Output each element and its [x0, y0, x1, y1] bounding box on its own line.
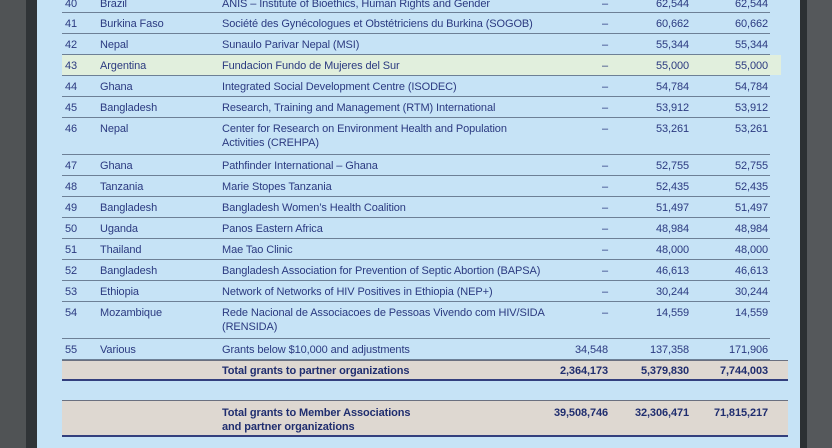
amount-col2-cell: 137,358 — [649, 344, 689, 356]
organization-cell — [222, 122, 507, 150]
amount-col3-cell: 52,755 — [734, 160, 768, 172]
table-row — [62, 176, 770, 197]
country-cell: Thailand — [100, 244, 142, 256]
organization-cell — [222, 159, 378, 173]
table-row — [62, 55, 770, 76]
band-gap — [62, 381, 788, 400]
rank-cell: 47 — [65, 160, 78, 172]
org-line2: Activities (CREHPA) — [222, 137, 319, 149]
organization-cell — [222, 38, 359, 52]
total-member-label-line2: and partner organizations — [222, 421, 355, 433]
amount-col1-cell: – — [601, 123, 608, 135]
total-member-label — [222, 406, 410, 434]
org-line1: Fundacion Fundo de Mujeres del Sur — [222, 60, 400, 72]
amount-col2-cell: 51,497 — [655, 202, 689, 214]
table-row — [62, 302, 770, 339]
country-cell: Ethiopia — [100, 286, 139, 298]
amount-col2-cell: 52,435 — [655, 181, 689, 193]
country-cell: Bangladesh — [100, 265, 158, 277]
amount-col1-cell: – — [601, 286, 608, 298]
amount-col2-cell: 55,000 — [655, 60, 689, 72]
amount-col2-cell: 53,912 — [655, 102, 689, 114]
rank-cell: 53 — [65, 286, 78, 298]
amount-col3-cell: 55,000 — [734, 60, 768, 72]
amount-col3-cell: 48,984 — [734, 223, 768, 235]
amount-col3-cell: 60,662 — [734, 18, 768, 30]
country-cell: Burkina Faso — [100, 18, 164, 30]
amount-col3-cell: 46,613 — [734, 265, 768, 277]
amount-col2-cell: 48,000 — [655, 244, 689, 256]
desk-background-left — [0, 0, 26, 448]
organization-cell — [222, 201, 406, 215]
amount-col1-cell: – — [601, 60, 608, 72]
table-row — [62, 281, 770, 302]
total-member-label-line1: Total grants to Member Associations — [222, 407, 411, 419]
amount-col3-cell: 54,784 — [734, 81, 768, 93]
org-line1: Bangladesh Women’s Health Coalition — [222, 202, 406, 214]
amount-col1-cell: – — [601, 18, 608, 30]
organization-cell — [222, 101, 495, 115]
table-row — [62, 76, 770, 97]
organization-cell — [222, 306, 545, 334]
amount-col3-cell: 55,344 — [734, 39, 768, 51]
country-cell: Bangladesh — [100, 202, 158, 214]
country-cell: Mozambique — [100, 307, 162, 319]
country-cell: Tanzania — [100, 181, 144, 193]
organization-cell — [222, 285, 493, 299]
amount-col3-cell: 51,497 — [734, 202, 768, 214]
total-partner-amount-col3: 7,744,003 — [719, 365, 768, 377]
country-cell: Uganda — [100, 223, 138, 235]
total-member-amount-col3: 71,815,217 — [713, 407, 768, 419]
table-row — [62, 339, 770, 360]
rank-cell: 50 — [65, 223, 78, 235]
amount-col2-cell: 14,559 — [655, 307, 689, 319]
amount-col2-cell: 52,755 — [655, 160, 689, 172]
country-cell: Nepal — [100, 39, 129, 51]
country-cell: Bangladesh — [100, 102, 158, 114]
rank-cell: 44 — [65, 81, 78, 93]
organization-cell — [222, 80, 457, 94]
table-row — [62, 218, 770, 239]
total-partner-amount-col2: 5,379,830 — [640, 365, 689, 377]
table-row — [62, 0, 770, 13]
amount-col3-cell: 53,912 — [734, 102, 768, 114]
amount-col1-cell: – — [601, 81, 608, 93]
amount-col2-cell: 60,662 — [655, 18, 689, 30]
rank-cell: 51 — [65, 244, 78, 256]
rank-cell: 48 — [65, 181, 78, 193]
org-line1: Panos Eastern Africa — [222, 223, 323, 235]
document-page — [37, 0, 800, 448]
amount-col3-cell: 48,000 — [734, 244, 768, 256]
amount-col2-cell: 46,613 — [655, 265, 689, 277]
grants-table — [62, 0, 788, 437]
table-row — [62, 13, 770, 34]
amount-col1-cell: – — [601, 0, 608, 10]
table-row — [62, 260, 770, 281]
organization-cell — [222, 243, 293, 257]
amount-col3-cell: 53,261 — [734, 123, 768, 135]
amount-col3-cell: 30,244 — [734, 286, 768, 298]
org-line1: Pathfinder International – Ghana — [222, 160, 378, 172]
rank-cell: 42 — [65, 39, 78, 51]
amount-col3-cell: 52,435 — [734, 181, 768, 193]
table-row — [62, 197, 770, 218]
amount-col1-cell: – — [601, 202, 608, 214]
org-line1: Sunaulo Parivar Nepal (MSI) — [222, 39, 360, 51]
amount-col1-cell: – — [601, 307, 608, 319]
org-line1: Grants below $10,000 and adjustments — [222, 344, 410, 356]
amount-col1-cell: – — [601, 181, 608, 193]
total-member-associations-row — [62, 400, 788, 437]
org-line1: Research, Training and Management (RTM) International — [222, 102, 496, 114]
rank-cell: 49 — [65, 202, 78, 214]
table-row — [62, 155, 770, 176]
country-cell: Brazil — [100, 0, 127, 10]
organization-cell — [222, 0, 490, 11]
rank-cell: 46 — [65, 123, 78, 135]
rank-cell: 40 — [65, 0, 78, 10]
rank-cell: 43 — [65, 60, 78, 72]
amount-col1-cell: – — [601, 39, 608, 51]
rank-cell: 41 — [65, 18, 78, 30]
total-member-amount-col1: 39,508,746 — [553, 407, 608, 419]
total-member-amount-col2: 32,306,471 — [634, 407, 689, 419]
rank-cell: 55 — [65, 344, 78, 356]
amount-col1-cell: – — [601, 160, 608, 172]
page-edge-shadow-right — [800, 0, 807, 448]
org-line1: Société des Gynécologues et Obstétriciens du Burkina (SOGOB) — [222, 18, 533, 30]
country-cell: Ghana — [100, 81, 133, 93]
amount-col1-cell: 34,548 — [574, 344, 608, 356]
total-partner-organizations-row — [62, 360, 788, 381]
org-line1: Mae Tao Clinic — [222, 244, 293, 256]
org-line1: Network of Networks of HIV Positives in Ethiopia (NEP+) — [222, 286, 493, 298]
org-line1: Center for Research on Environment Health and Population — [222, 123, 507, 135]
table-row — [62, 97, 770, 118]
amount-col3-cell: 171,906 — [728, 344, 768, 356]
country-cell: Ghana — [100, 160, 133, 172]
amount-col3-cell: 14,559 — [734, 307, 768, 319]
rank-cell: 45 — [65, 102, 78, 114]
org-line1: Marie Stopes Tanzania — [222, 181, 332, 193]
table-row — [62, 34, 770, 55]
amount-col2-cell: 55,344 — [655, 39, 689, 51]
org-line2: (RENSIDA) — [222, 321, 278, 333]
country-cell: Nepal — [100, 123, 129, 135]
amount-col1-cell: – — [601, 244, 608, 256]
org-line1: ANIS – Institute of Bioethics, Human Rights and Gender — [222, 0, 490, 10]
amount-col2-cell: 62,544 — [655, 0, 689, 10]
amount-col2-cell: 48,984 — [655, 223, 689, 235]
amount-col1-cell: – — [601, 102, 608, 114]
organization-cell — [222, 59, 400, 73]
total-partner-label: Total grants to partner organizations — [222, 365, 410, 377]
amount-col2-cell: 53,261 — [655, 123, 689, 135]
amount-col3-cell: 62,544 — [734, 0, 768, 10]
organization-cell — [222, 17, 533, 31]
organization-cell — [222, 180, 332, 194]
amount-col1-cell: – — [601, 265, 608, 277]
total-partner-amount-col1: 2,364,173 — [559, 365, 608, 377]
amount-col2-cell: 30,244 — [655, 286, 689, 298]
org-line1: Bangladesh Association for Prevention of Septic Abortion (BAPSA) — [222, 265, 541, 277]
org-line1: Rede Nacional de Associacoes de Pessoas Vivendo com HIV/SIDA — [222, 307, 545, 319]
table-row — [62, 239, 770, 260]
amount-col1-cell: – — [601, 223, 608, 235]
grants-table-rows — [62, 0, 770, 360]
organization-cell — [222, 264, 540, 278]
table-row — [62, 118, 770, 155]
country-cell: Various — [100, 344, 136, 356]
amount-col2-cell: 54,784 — [655, 81, 689, 93]
rank-cell: 54 — [65, 307, 78, 319]
organization-cell — [222, 222, 323, 236]
rank-cell: 52 — [65, 265, 78, 277]
org-line1: Integrated Social Development Centre (ISODEC) — [222, 81, 457, 93]
organization-cell — [222, 343, 410, 357]
page-edge-shadow-left — [26, 0, 37, 448]
country-cell: Argentina — [100, 60, 147, 72]
